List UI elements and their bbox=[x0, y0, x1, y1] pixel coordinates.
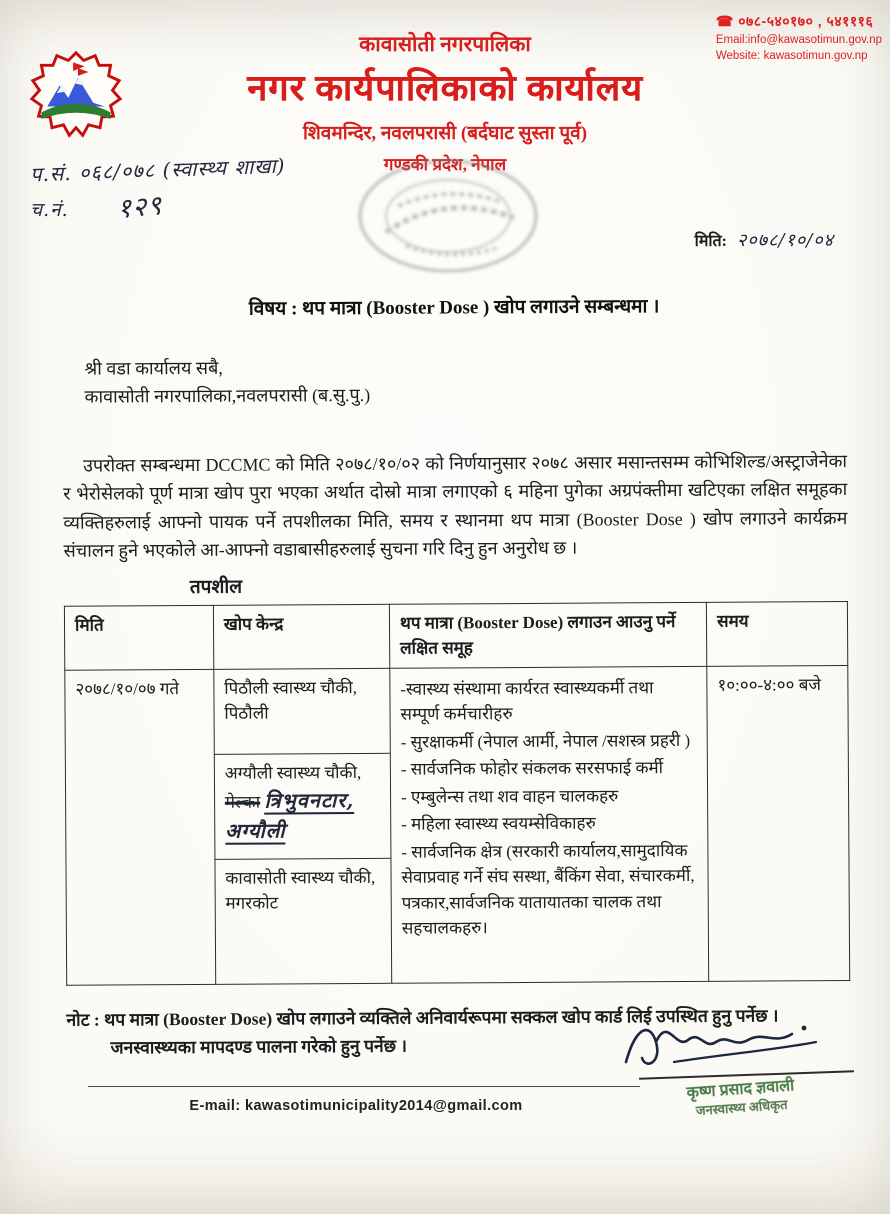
cell-time: १०:००-४:०० बजे bbox=[707, 665, 850, 981]
phone-line bbox=[716, 12, 882, 32]
header-date: मिति bbox=[64, 605, 213, 670]
office-address: शिवमन्दिर, नवलपरासी (बर्दघाट सुस्ता पूर्व) bbox=[302, 123, 588, 144]
subject-line: विषय : थप मात्रा (Booster Dose ) खोप लगाउने सम्बन्धमा । bbox=[248, 296, 660, 320]
letter-body bbox=[0, 291, 890, 1064]
center-2-struck-word: मेल्का bbox=[224, 792, 261, 812]
body-paragraph: उपरोक्त सम्बन्धमा DCCMC को मिति २०७८/१०/०२ को निर्णयानुसार २०७८ असार मसान्तसम्म कोभिशिल्ड/अस्ट्राजेनेका र भेरोसेलको पूर्ण मात्रा खोप पुरा भएका अर्थात दोस्रो मात्रा लगाएको ६ महिना पुगेका अग्रपंक्तीमा खटिएका लक्षित समूहका व्यक्तिहरुलाई आफ्नो पायक पर्ने तपशीलका मिति, समय र स्थानमा थप मात्रा (Booster Dose ) खोप लगाउने कार्यक्रम संचालन हुने भएकोले आ-आफ्नो वडाबासीहरुलाई सुचना गरि दिनु हुन अनुरोध छ । bbox=[63, 450, 848, 561]
tapasil-heading: तपशील bbox=[189, 576, 243, 598]
target-group-list bbox=[400, 674, 698, 941]
footer-divider bbox=[88, 1086, 640, 1087]
contact-website: Website: kawasotimun.gov.np bbox=[715, 49, 868, 62]
signatory-name: कृष्ण प्रसाद ज्ञवाली bbox=[685, 1077, 795, 1102]
table-header-row bbox=[64, 601, 847, 670]
cell-center-3: कावासोती स्वास्थ्य चौकी, मगरकोट bbox=[215, 858, 392, 984]
center-2-printed: अग्यौली स्वास्थ्य चौकी, bbox=[224, 762, 362, 783]
chalani-number: १२९ bbox=[116, 190, 165, 225]
phone-icon: ☎ bbox=[715, 13, 734, 29]
cell-date: २०७८/१०/०७ गते bbox=[65, 669, 216, 985]
signatory-title: जनस्वास्थ्य अधिकृत bbox=[695, 1096, 788, 1119]
office-title: नगर कार्यपालिकाको कार्यालय bbox=[247, 68, 643, 108]
addressee-line2: कावासोती नगरपालिका,नवलपरासी (ब.सु.पु.) bbox=[84, 384, 371, 407]
target-group-item: - महिला स्वास्थ्य स्वयम्सेविकाहरु bbox=[401, 813, 596, 834]
province-line: गण्डकी प्रदेश, नेपाल bbox=[383, 155, 507, 174]
date-value: २०७८/१०/०४ bbox=[736, 230, 834, 251]
target-group-item: - सार्वजनिक फोहोर संकलक सरसफाई कर्मी bbox=[400, 758, 664, 779]
target-group-item: - एम्बुलेन्स तथा शव वाहन चालकहरु bbox=[400, 785, 619, 807]
chalani-line bbox=[30, 187, 286, 224]
ref-number: प.सं. ०६८/०७८ (स्वास्थ्य शाखा) bbox=[29, 153, 286, 187]
municipality-name: कावासोती नगरपालिका bbox=[359, 32, 531, 56]
table-row bbox=[65, 665, 849, 755]
contact-email: Email:info@kawasotimun.gov.np bbox=[715, 33, 882, 46]
cell-target-groups bbox=[390, 666, 709, 983]
phone-numbers: ०७८-५४०१७० , ५४१११६ bbox=[738, 13, 874, 29]
chalani-label: च.नं. bbox=[30, 199, 69, 221]
header-center: खोप केन्द्र bbox=[213, 604, 390, 669]
cell-center-2 bbox=[214, 753, 391, 859]
header-target-group: थप मात्रा (Booster Dose) लगाउन आउनु पर्ने लक्षित समूह bbox=[389, 602, 706, 668]
signature-ink bbox=[616, 1012, 826, 1074]
vaccination-schedule-table bbox=[64, 601, 850, 986]
target-group-item: - सुरक्षाकर्मी (नेपाल आर्मी, नेपाल /सशस्त्र प्रहरी ) bbox=[400, 730, 691, 752]
cell-center-1: पिठौली स्वास्थ्य चौकी, पिठौली bbox=[214, 668, 391, 754]
addressee-block bbox=[84, 351, 846, 411]
note-line1: नोट : थप मात्रा (Booster Dose) खोप लगाउने व्यक्तिले अनिवार्यरूपमा सक्कल खोप कार्ड लिई उपस्थित हुनु पर्नेछ । bbox=[66, 1004, 779, 1030]
center-2-handwritten: त्रिभुवनटार, अग्यौली bbox=[224, 788, 355, 843]
header-time: समय bbox=[706, 601, 847, 666]
date-line bbox=[695, 228, 834, 252]
signature bbox=[616, 1012, 826, 1079]
target-group-item: -स्वास्थ्य संस्थामा कार्यरत स्वास्थ्यकर्मी तथा सम्पूर्ण कर्मचारीहरु bbox=[400, 677, 654, 724]
addressee-line1: श्री वडा कार्यालय सबै, bbox=[84, 357, 223, 379]
note-line2: जनस्वास्थ्यका मापदण्ड पालना गरेको हुनु पर्नेछ । bbox=[110, 1036, 408, 1058]
date-label: मिति: bbox=[694, 233, 727, 250]
target-group-item: - सार्वजनिक क्षेत्र (सरकारी कार्यालय,सामुदायिक सेवाप्रवाह गर्ने संघ सस्था, बैंकिंग सेवा, संचारकर्मी, पत्रकार,सार्वजनिक यातायातका चालक तथा सहचालकहरु। bbox=[401, 840, 695, 938]
office-stamp bbox=[346, 146, 551, 286]
center-2-correction bbox=[225, 785, 381, 846]
footer-email: E-mail: kawasotimunicipality2014@gmail.com bbox=[189, 1098, 523, 1114]
stamp-smudge bbox=[346, 146, 551, 286]
reference-block bbox=[29, 153, 286, 225]
